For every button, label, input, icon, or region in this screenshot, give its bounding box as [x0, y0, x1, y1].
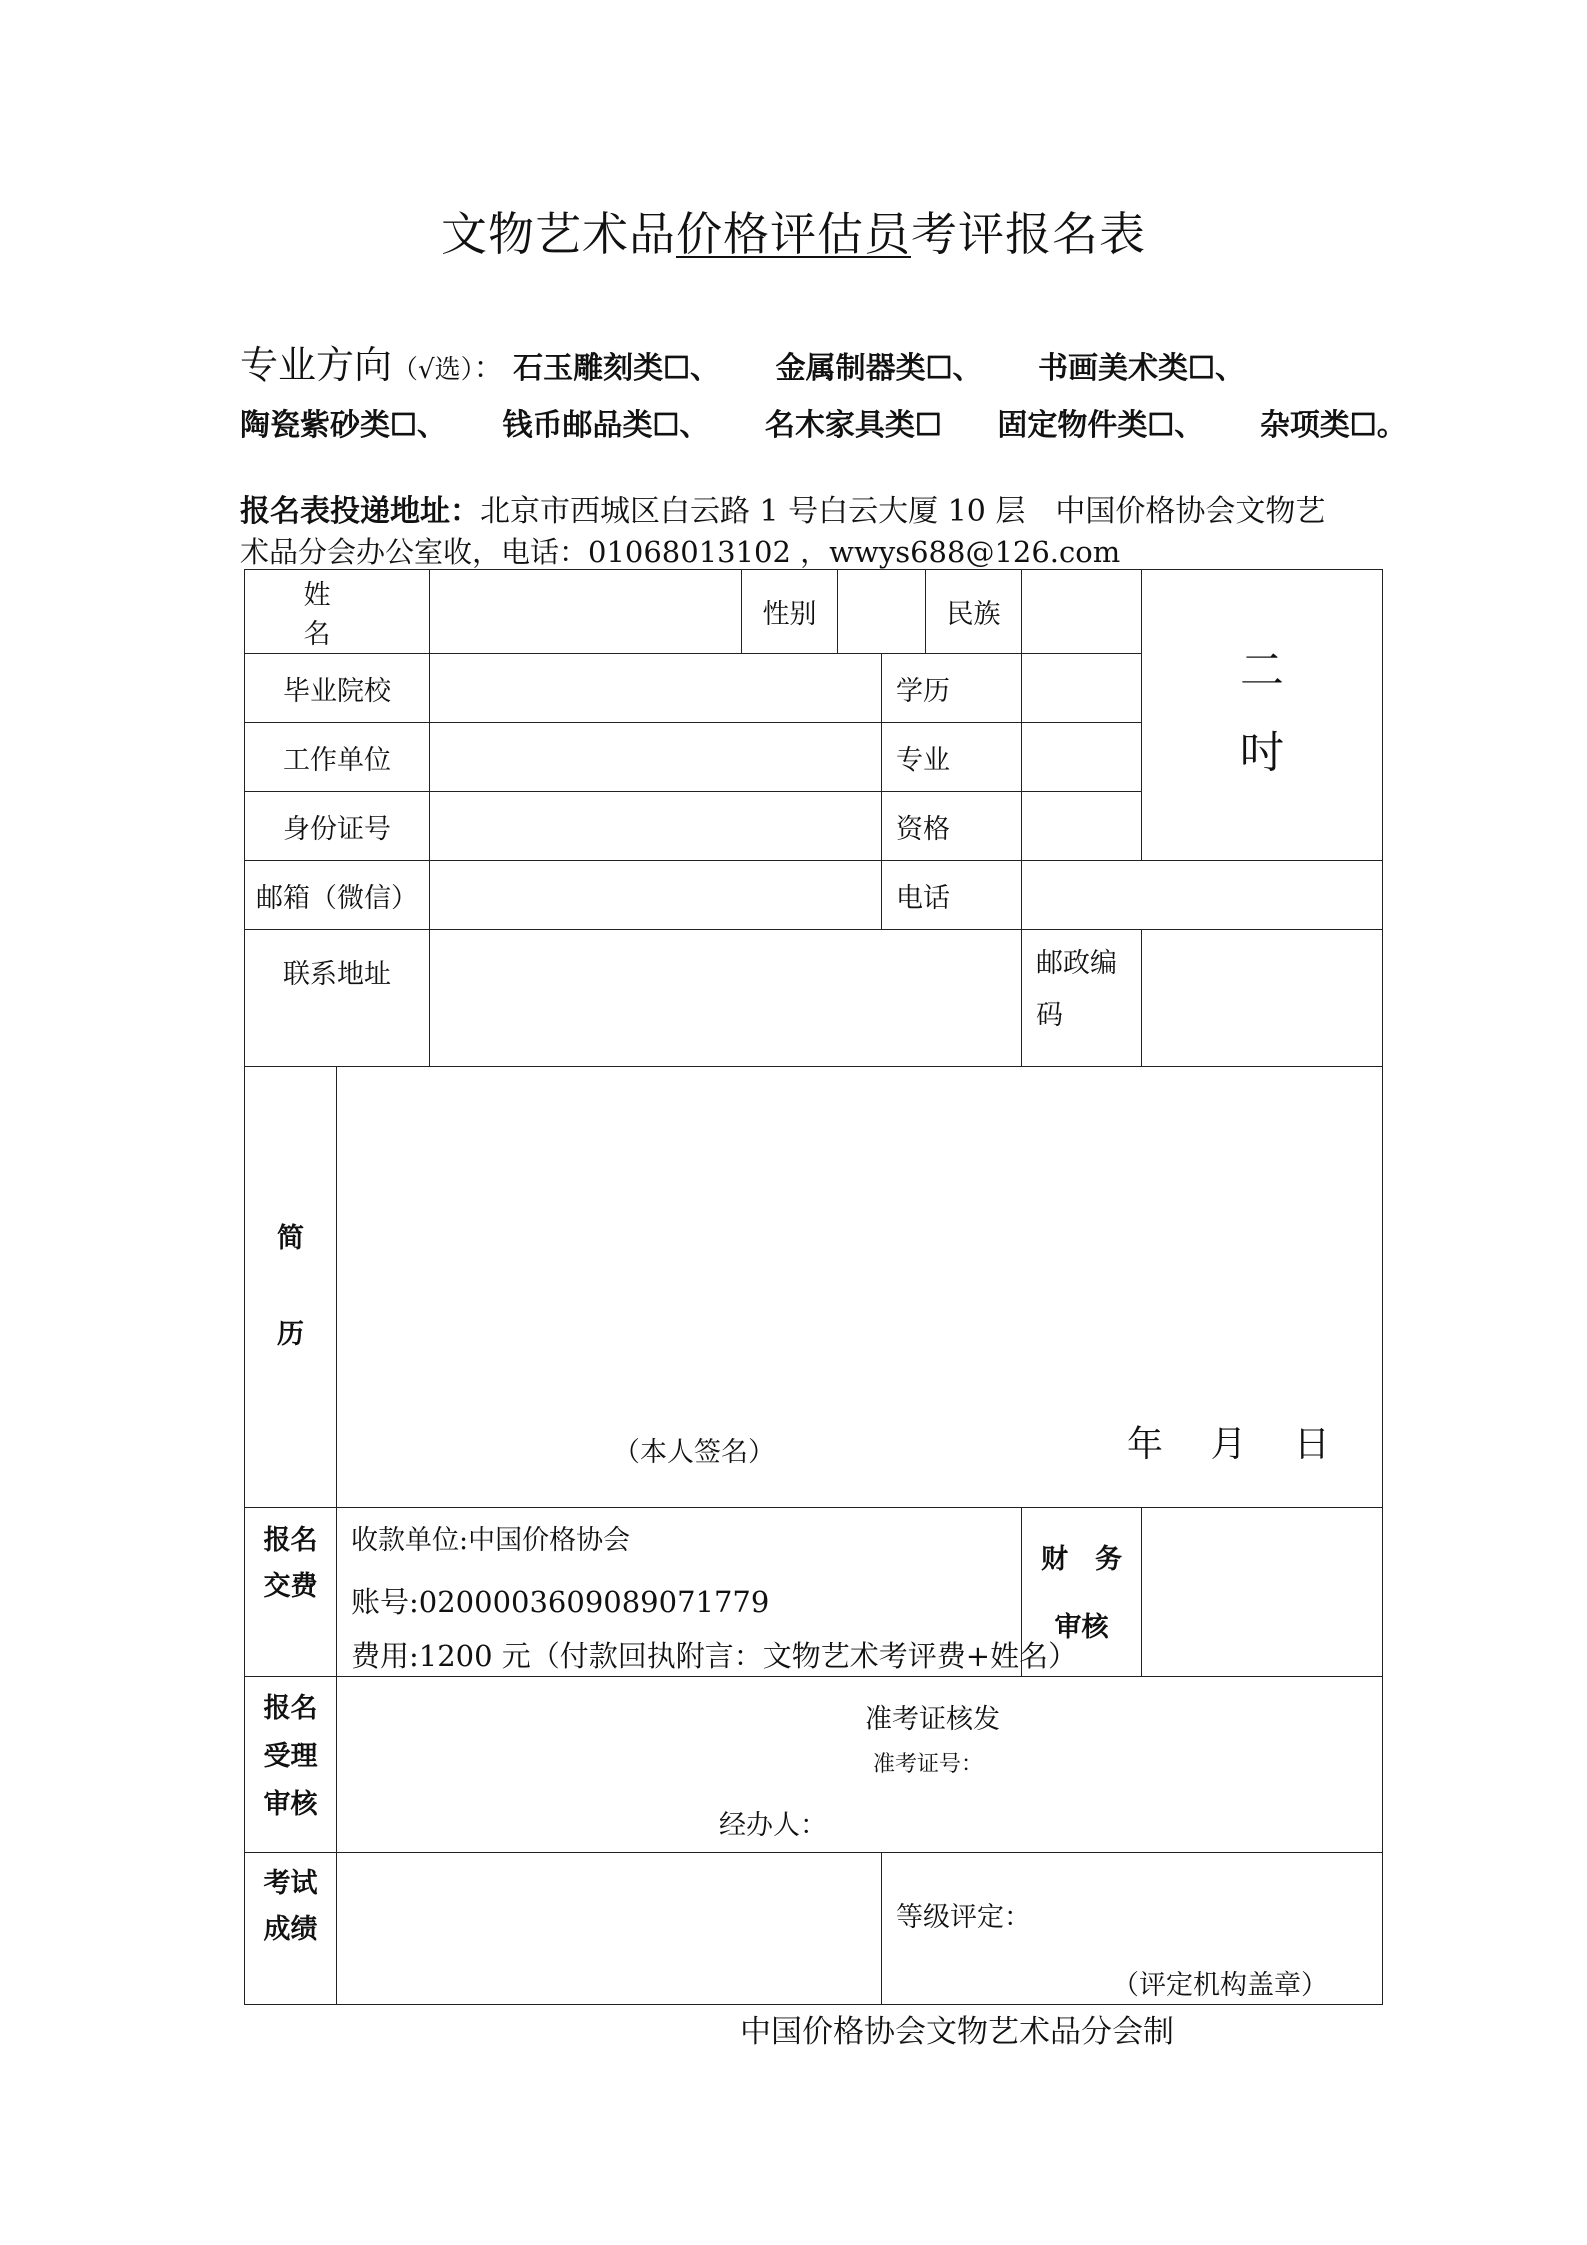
- school-label: 毕业院校: [245, 654, 430, 723]
- workplace-field[interactable]: [430, 723, 882, 792]
- payee: 收款单位:中国价格协会: [351, 1525, 631, 1556]
- acceptance-label: 报名 受理 审核: [245, 1677, 337, 1853]
- direction-row-2: [240, 400, 1407, 444]
- registration-form: [244, 569, 1383, 2005]
- score-field[interactable]: [337, 1853, 882, 2005]
- ethnicity-label: 民族: [926, 570, 1022, 654]
- postcode-label: 邮政编码: [1022, 930, 1142, 1067]
- phone-label: 电话: [882, 861, 1022, 930]
- acceptance-field[interactable]: [337, 1677, 1383, 1853]
- option-checkbox[interactable]: 陶瓷紫砂类☐、: [240, 408, 447, 443]
- payment-info: [337, 1508, 1078, 1677]
- option-checkbox[interactable]: 名木家具类☐: [764, 408, 942, 443]
- resume-field[interactable]: [337, 1067, 1383, 1508]
- title-underlined: 价格评估员: [676, 207, 911, 261]
- postcode-field[interactable]: [1142, 930, 1383, 1067]
- resume-label: 简 历: [245, 1067, 337, 1508]
- direction-lead: 专业方向: [240, 343, 393, 387]
- education-label: 学历: [882, 654, 1022, 723]
- school-field[interactable]: [430, 654, 882, 723]
- address-label-cell: 联系地址: [245, 930, 430, 1067]
- ticket-issue-label: 准考证核发: [865, 1704, 1000, 1735]
- photo-box: 二 吋: [1142, 570, 1383, 861]
- option-checkbox[interactable]: 固定物件类☐、: [997, 408, 1205, 443]
- id-field[interactable]: [430, 792, 882, 861]
- email-label: 邮箱（微信）: [245, 861, 430, 930]
- direction-hint: （√选）: [392, 355, 474, 385]
- account-number: 账号:0200003609089071779: [351, 1585, 770, 1619]
- fee-amount: 费用:1200 元（付款回执附言：文物艺术考评费+姓名）: [351, 1639, 1078, 1673]
- signature-label: （本人签名）: [613, 1437, 775, 1468]
- grade-field[interactable]: [882, 1853, 1383, 2005]
- gender-label: 性别: [742, 570, 838, 654]
- major-field[interactable]: [1022, 723, 1142, 792]
- address-field[interactable]: [430, 930, 1022, 1067]
- score-label: 考试 成绩: [245, 1853, 337, 2005]
- page-title: 文物艺术品价格评估员考评报名表: [441, 207, 1146, 261]
- fee-label: 报名 交费: [245, 1508, 337, 1677]
- address-line-2: 术品分会办公室收，电话：01068013102 ，wwys688@126.com: [240, 535, 1121, 569]
- qualification-label: 资格: [882, 792, 1022, 861]
- footer: 中国价格协会文物艺术品分会制: [740, 2014, 1174, 2050]
- email-field[interactable]: [430, 861, 882, 930]
- finance-label: 财 务 审核: [1022, 1508, 1142, 1677]
- option-checkbox[interactable]: 书画美术类☐、: [1038, 351, 1245, 386]
- option-checkbox[interactable]: 金属制器类☐、: [775, 351, 983, 386]
- gender-field[interactable]: [838, 570, 926, 654]
- date-label: 年 月 日: [1127, 1424, 1330, 1465]
- address-line-1: 报名表投递地址：北京市西城区白云路 1 号白云大厦 10 层 中国价格协会文物艺: [240, 494, 1326, 529]
- stamp-label: （评定机构盖章）: [1112, 1970, 1328, 2001]
- ticket-number-label: 准考证号：: [873, 1752, 984, 1777]
- finance-field[interactable]: [1142, 1508, 1383, 1677]
- address-label: 报名表投递地址：: [240, 494, 480, 529]
- phone-field[interactable]: [1022, 861, 1383, 930]
- direction-row-1: 专业方向（√选）： 石玉雕刻类☐、 金属制器类☐、 书画美术类☐、: [240, 343, 1245, 387]
- name-label: 姓 名: [245, 570, 430, 654]
- major-label: 专业: [882, 723, 1022, 792]
- education-field[interactable]: [1022, 654, 1142, 723]
- ethnicity-field[interactable]: [1022, 570, 1142, 654]
- option-checkbox[interactable]: 钱币邮品类☐、: [502, 408, 710, 443]
- option-checkbox[interactable]: 石玉雕刻类☐、: [513, 351, 721, 386]
- handler-label: 经办人：: [719, 1810, 827, 1841]
- qualification-field[interactable]: [1022, 792, 1142, 861]
- id-label: 身份证号: [245, 792, 430, 861]
- option-checkbox[interactable]: 杂项类☐。: [1259, 408, 1407, 443]
- workplace-label: 工作单位: [245, 723, 430, 792]
- grade-label: 等级评定：: [896, 1902, 1031, 1933]
